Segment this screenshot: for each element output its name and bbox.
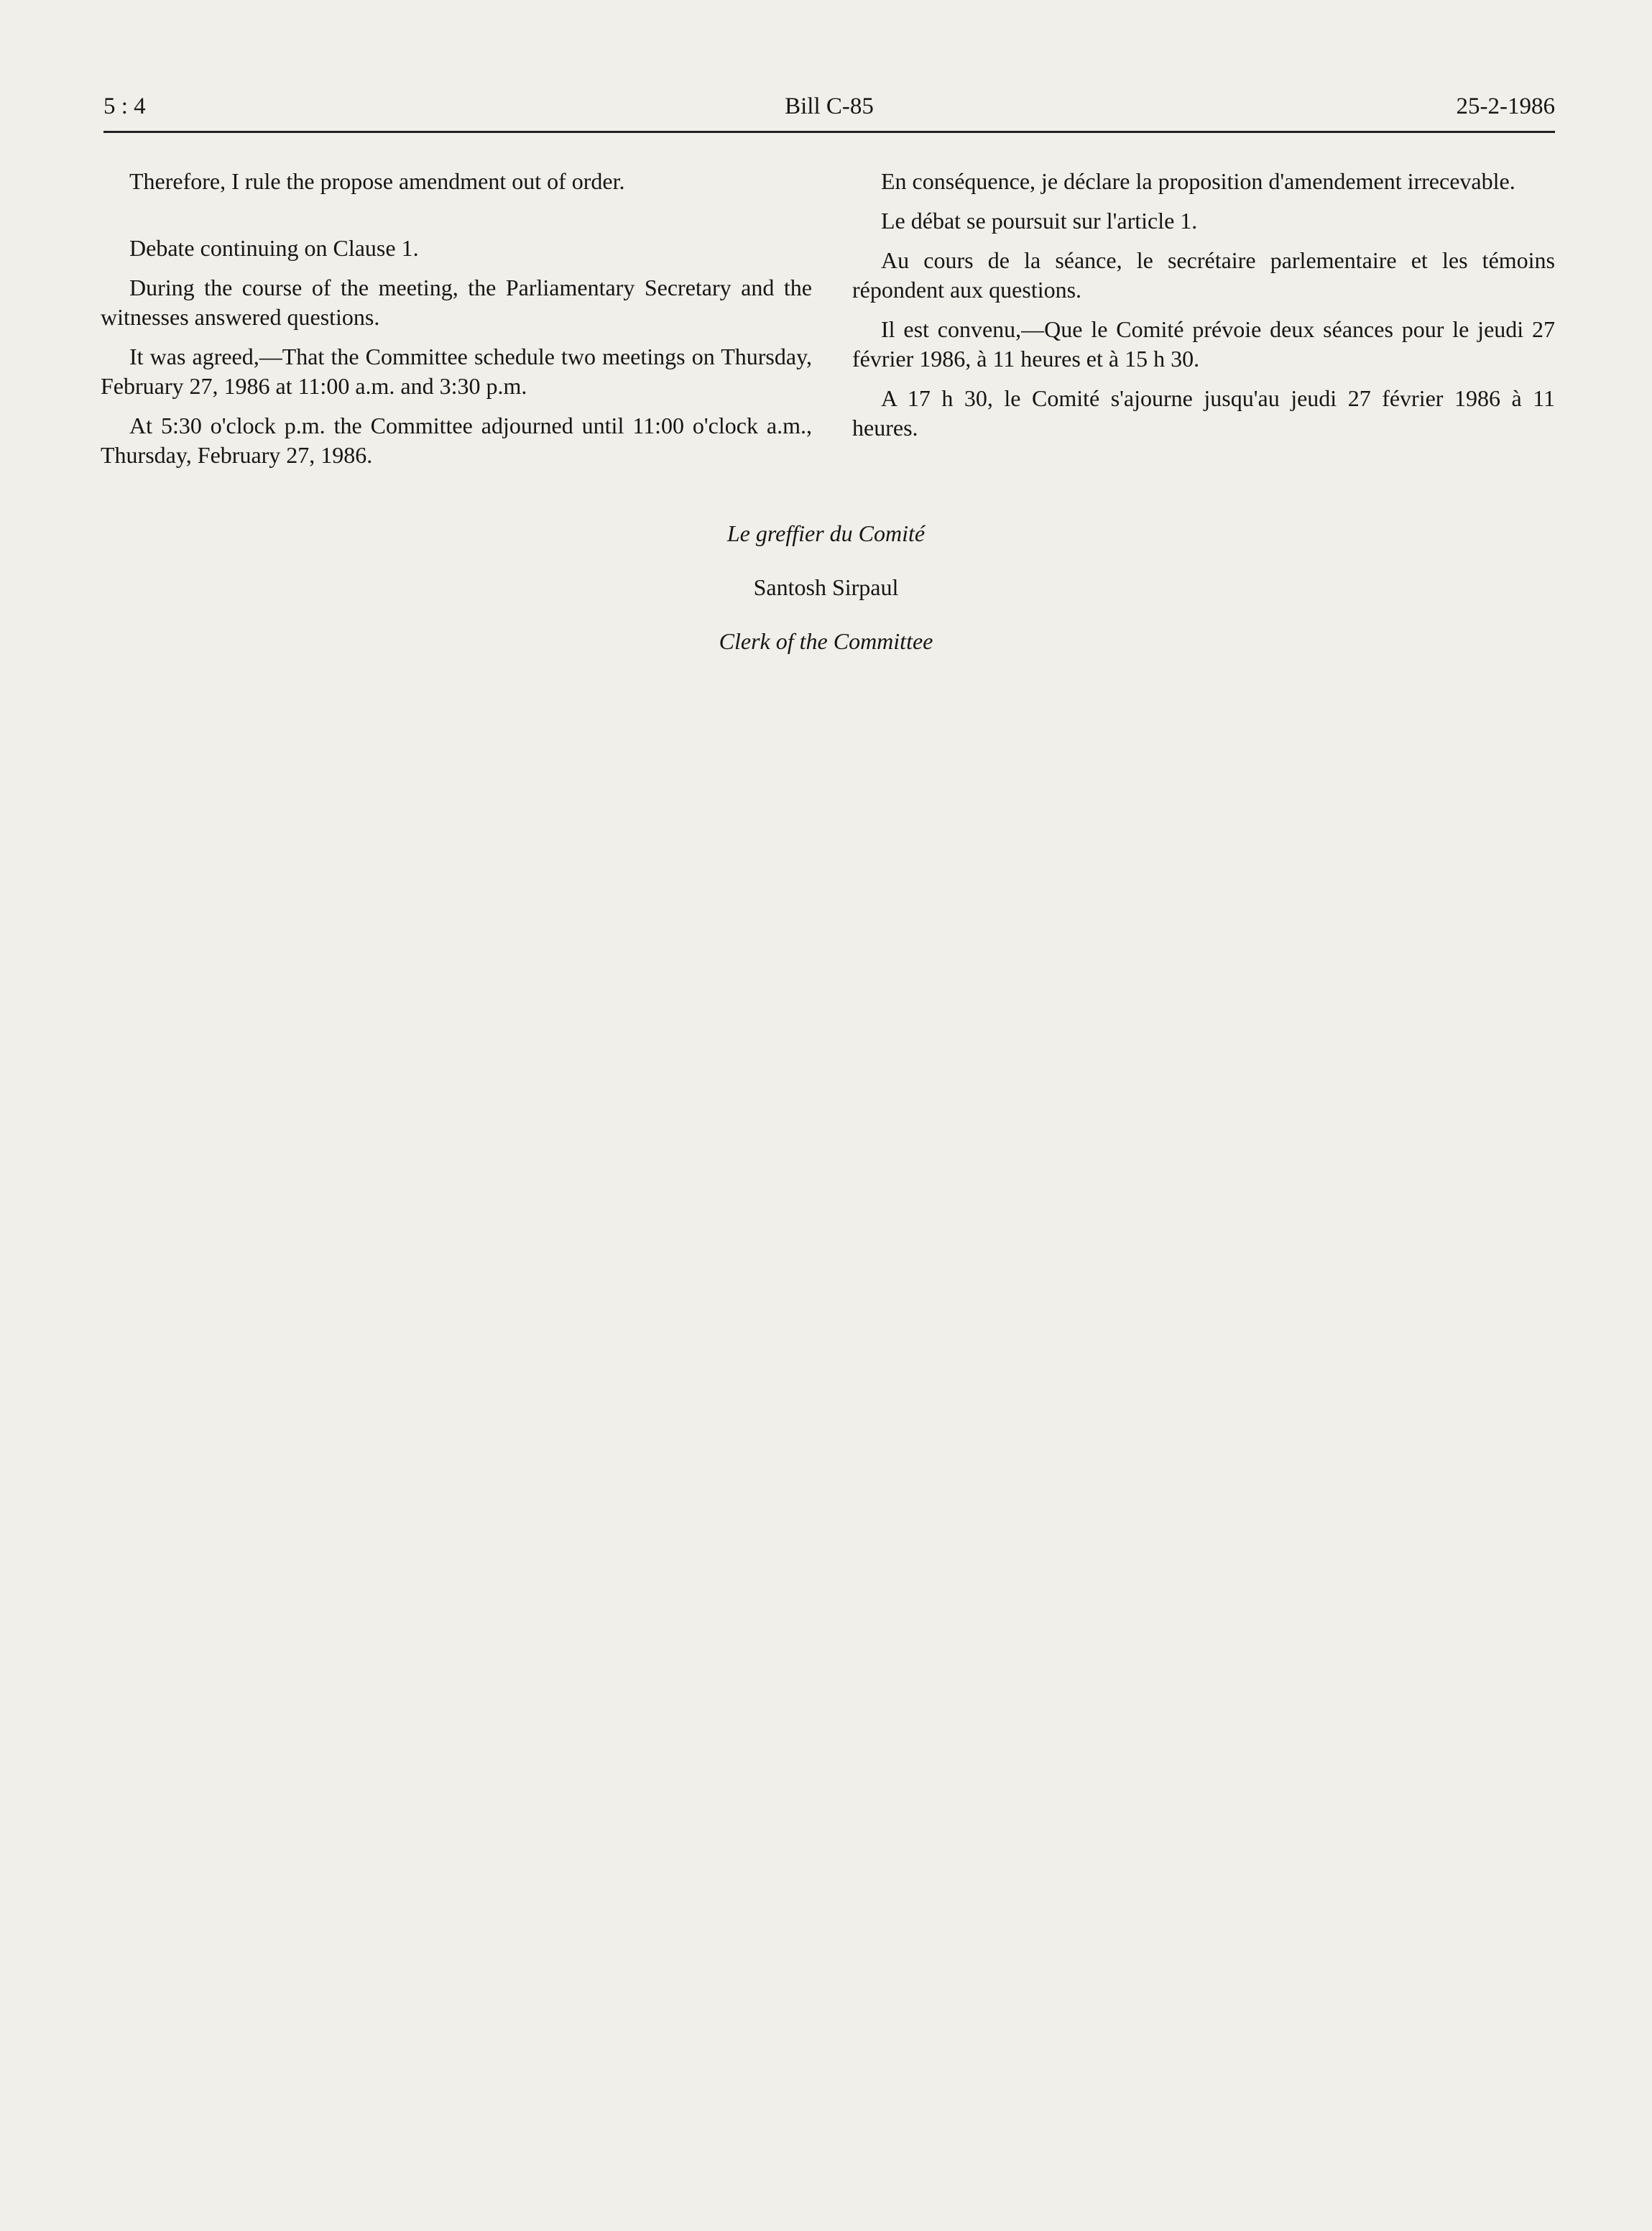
french-paragraph-ruling: En conséquence, je déclare la proposition d'amendement irrecevable. — [881, 168, 1515, 194]
page-header — [103, 93, 1555, 131]
french-paragraph-agreed: Il est convenu,—Que le Comité prévoie deux séances pour le jeudi 27 février 1986, à 11 heures et à 15 h 30. — [852, 316, 1555, 372]
clerk-name: Santosh Sirpaul — [753, 574, 899, 600]
clerk-title-english: Clerk of the Committee — [719, 628, 933, 654]
french-paragraph-adjourned: A 17 h 30, le Comité s'ajourne jusqu'au jeudi 27 février 1986 à 11 heures. — [852, 385, 1555, 441]
french-paragraph-debate: Le débat se poursuit sur l'article 1. — [881, 208, 1198, 234]
signature-block — [0, 519, 1652, 681]
english-paragraph-questions: During the course of the meeting, the Parliamentary Secretary and the witnesses answered questions. — [101, 275, 812, 330]
clerk-title-french: Le greffier du Comité — [726, 520, 926, 546]
english-paragraph-agreed: It was agreed,—That the Committee schedule two meetings on Thursday, February 27, 1986 at 11:00 a.m. and 3:30 p.m. — [101, 344, 812, 399]
french-column — [852, 167, 1555, 443]
header-rule — [103, 131, 1555, 133]
french-paragraph-questions: Au cours de la séance, le secrétaire parlementaire et les témoins répondent aux questions. — [852, 247, 1555, 303]
bill-title: Bill C-85 — [785, 93, 874, 119]
english-paragraph-adjourned: At 5:30 o'clock p.m. the Committee adjourned until 11:00 o'clock a.m., Thursday, February 27, 1986. — [101, 413, 812, 468]
english-column — [101, 167, 812, 470]
header-date: 25-2-1986 — [1456, 93, 1555, 119]
page-number: 5 : 4 — [103, 93, 146, 119]
english-paragraph-debate: Debate continuing on Clause 1. — [129, 235, 419, 261]
english-paragraph-ruling: Therefore, I rule the propose amendment out of order. — [129, 168, 625, 194]
